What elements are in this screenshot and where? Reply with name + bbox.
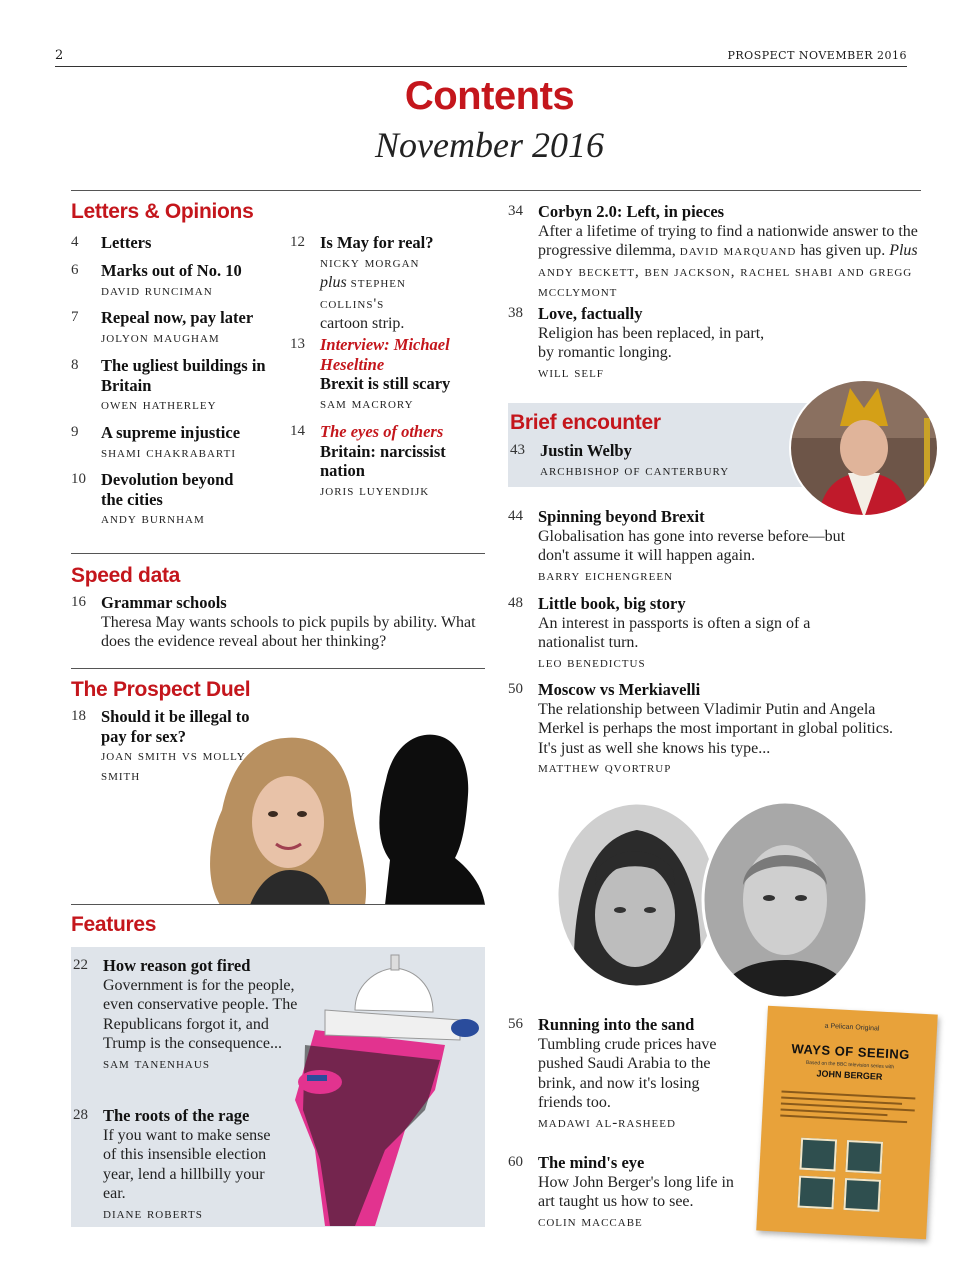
entry-title: Justin Welby [540,441,632,460]
section-heading-features: Features [71,913,157,936]
entry-page: 12 [290,234,305,250]
entry-title: Grammar schools [101,593,227,612]
toc-entry[interactable] [290,422,480,501]
entry-page: 6 [71,262,79,278]
entry-title: How reason got fired [103,956,251,975]
book-title: WAYS OF SEEING [791,1041,911,1063]
entry-page: 48 [508,595,523,611]
magazine-issue: PROSPECT NOVEMBER 2016 [727,49,907,62]
toc-entry[interactable] [71,233,271,253]
capitol-base [325,1010,460,1040]
entry-author: madawi al-rasheed [538,1114,676,1131]
page-title: Contents [404,74,575,118]
entry-desc: Tumbling crude prices have pushed Saudi Arabia to the brink, and now it's losing friends too. [538,1035,717,1111]
entry-page: 22 [73,957,88,973]
book-subtitle: Based on the BBC television series with [805,1059,895,1071]
toc-entry[interactable] [71,470,271,530]
toc-entry[interactable] [508,1015,768,1133]
book-panel [843,1178,881,1212]
section-heading-speed: Speed data [71,564,181,587]
entry-author: nicky morgan [320,254,420,271]
book-panel [845,1140,883,1174]
entry-title: A supreme injustice [101,423,241,442]
entry-author: barry eichengreen [538,567,674,584]
book-cover[interactable] [756,1006,938,1240]
section-rule [71,668,485,669]
entry-title: Letters [101,233,152,252]
entry-title: Marks out of No. 10 [101,261,242,280]
entry-page: 7 [71,309,79,325]
entry-desc: The relationship between Vladimir Putin and Angela Merkel is perhaps the most important in global politics. It's just as well she knows his type... [538,700,894,757]
entry-page: 56 [508,1016,523,1032]
entry-title: The ugliest buildings in Britain [101,356,266,395]
entry-author: diane roberts [103,1205,203,1222]
plus-label: plus [320,274,347,291]
toc-entry[interactable] [508,594,858,673]
entry-author: shami chakrabarti [101,444,236,461]
entry-page: 9 [71,424,79,440]
entry-author: leo benedictus [538,654,646,671]
toc-entry[interactable] [71,261,271,301]
merkel-putin-photos [555,800,870,1000]
page-subtitle: November 2016 [375,125,604,165]
entry-title: The roots of the rage [103,1106,250,1125]
entry-author: archbishop of canterbury [540,462,730,479]
capitol-dome [355,968,433,1012]
section-rule [71,553,485,554]
header-rule [55,66,907,67]
toc-entry[interactable] [508,507,858,586]
entry-page: 44 [508,508,523,524]
section-rule [71,904,485,905]
entry-author: david marquand [679,243,797,259]
toc-entry[interactable] [71,308,271,348]
page-number: 2 [55,48,64,63]
entry-title: The mind's eye [538,1153,645,1172]
toc-entry[interactable] [73,1106,293,1224]
entry-desc: If you want to make sense of this insensible election year, lend a hillbilly your ear. [103,1126,271,1202]
entry-page: 43 [510,442,525,458]
book-blurb-lines [780,1087,916,1134]
toc-entry[interactable] [508,1153,768,1232]
entry-desc: Globalisation has gone into reverse before—but don't assume it will happen again. [538,527,846,564]
entry-title: Should it be illegal to pay for sex? [101,707,250,746]
toc-entry[interactable] [71,356,271,416]
entry-author: andy burnham [101,511,205,527]
toc-entry[interactable] [508,202,928,303]
welby-face [840,420,888,476]
donkey-icon [451,1019,479,1037]
entry-page: 13 [290,336,305,352]
silhouette-figure [379,735,485,905]
entry-title: Corbyn 2.0: Left, in pieces [538,202,725,221]
entry-title: Little book, big story [538,594,686,613]
entry-page: 8 [71,357,79,373]
entry-page: 4 [71,234,79,250]
entry-page: 28 [73,1107,88,1123]
entry-author: stephen collins's [320,275,406,312]
toc-entry[interactable] [510,441,800,481]
entry-page: 18 [71,708,86,724]
toc-entry[interactable] [71,423,281,463]
book-publisher: a Pelican Original [824,1022,880,1033]
entry-title: Love, factually [538,304,643,323]
entry-desc: has given up. [800,242,886,259]
entry-page: 14 [290,423,305,439]
entry-author: sam tanenhaus [103,1055,210,1072]
entry-title: Running into the sand [538,1015,695,1034]
entry-desc: After a lifetime of trying to find a nationwide answer to the progressive dilemma, [538,222,918,259]
entry-page: 38 [508,305,523,321]
book-panel [797,1176,835,1210]
entry-desc: cartoon strip. [320,315,405,332]
entry-desc: Theresa May wants schools to pick pupils by ability. What does the evidence reveal about her thinking? [101,613,476,650]
entry-title: Moscow vs Merkiavelli [538,680,701,699]
section-heading-brief: Brief encounter [510,411,661,434]
entry-author: david runciman [101,282,213,299]
section-rule [71,190,921,191]
duel-illustration [200,720,485,905]
entry-author: colin maccabe [538,1213,643,1230]
entry-kicker: The eyes of others [320,422,444,441]
entry-page: 60 [508,1154,523,1170]
toc-entry[interactable] [290,233,470,334]
entry-desc: An interest in passports is often a sign of a nationalist turn. [538,614,811,651]
entry-desc: Government is for the people, even conservative people. The Republicans forgot it, and Trump is the consequence... [103,976,298,1052]
section-heading-duel: The Prospect Duel [71,678,251,701]
book-author: JOHN BERGER [816,1068,883,1082]
entry-title: Is May for real? [320,233,434,252]
entry-title: Brexit is still scary [320,374,451,393]
toc-entry[interactable] [508,680,908,779]
entry-desc: Religion has been replaced, in part, by romantic longing. [538,324,765,361]
entry-author: sam macrory [320,395,414,412]
toc-entry[interactable] [508,304,788,383]
entry-author: joris luyendijk [320,482,430,499]
toc-entry[interactable] [290,335,480,414]
entry-title: Spinning beyond Brexit [538,507,705,526]
entry-title: Devolution beyond the cities [101,470,234,509]
entry-author: matthew qvortrup [538,760,672,776]
entry-author: andy beckett, ben jackson, rachel shabi and gregg mcclymont [538,263,913,300]
entry-desc: How John Berger's long life in art taught us how to see. [538,1173,734,1210]
plus-label: Plus [889,242,918,259]
entry-author: joan smith vs molly smith [101,748,246,784]
book-panel [799,1138,837,1172]
entry-title: Britain: narcissist nation [320,441,446,480]
toc-entry[interactable] [73,956,298,1074]
entry-author: jolyon maugham [101,329,220,346]
entry-page: 50 [508,681,523,697]
entry-page: 10 [71,471,86,487]
elephant-icon [298,1070,342,1094]
toc-entry[interactable] [71,593,481,652]
entry-kicker: Interview: Michael Heseltine [320,335,450,374]
woman-face [252,776,324,868]
entry-page: 16 [71,594,86,610]
entry-title: Repeal now, pay later [101,308,254,327]
entry-author: owen hatherley [101,397,217,413]
capitol-illustration [285,950,485,1226]
section-heading-letters: Letters & Opinions [71,200,254,223]
welby-portrait [788,378,940,518]
entry-author: will self [538,364,604,381]
entry-page: 34 [508,203,523,219]
